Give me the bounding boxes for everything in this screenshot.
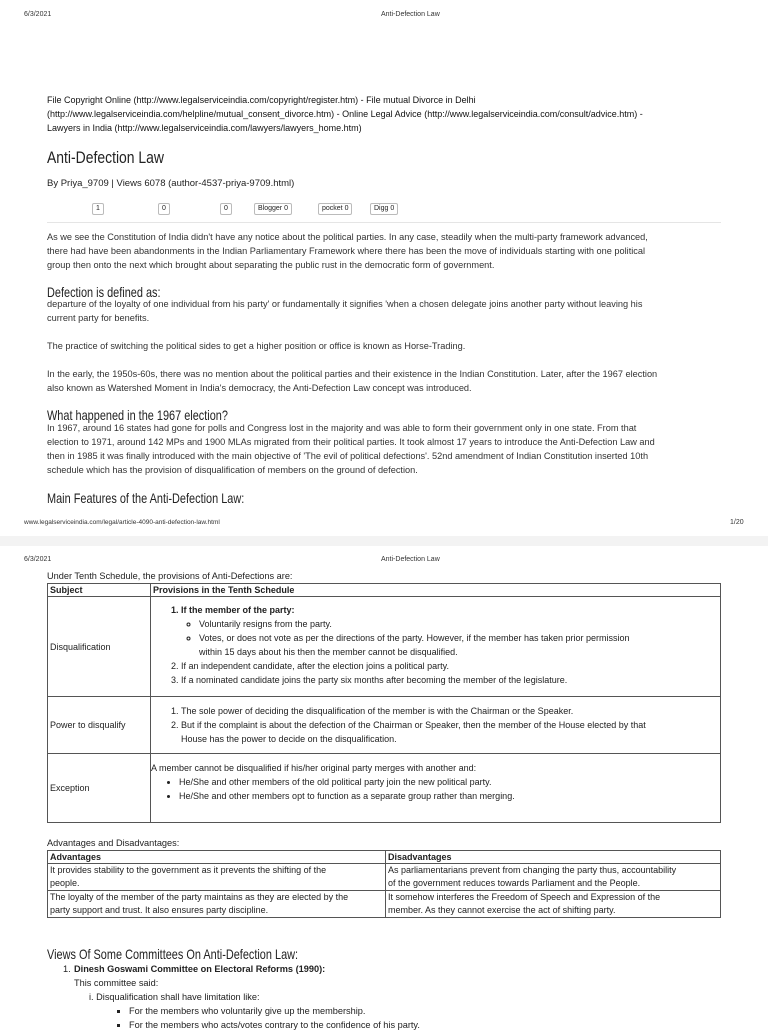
table-header-row [48,584,721,597]
text-line: then in 1985 it was finally introduced with the main objective of 'The evil of political defections'. 52nd amendment of Indian Constitution inserted 10th [47,451,649,461]
advantages-caption: Advantages and Disadvantages: [47,838,180,848]
list-item: ▪ For the members who acts/votes contrary to the confidence of his party. [129,1018,721,1032]
list-item: ▪ For the members who voluntarily give up the membership. [129,1004,721,1018]
table-row [48,754,721,823]
list-item: 2. But if the complaint is about the defection of the Chairman or Speaker, then the member of the House elected by that House has the power to decide on the disqualification. [181,718,718,746]
text-line: election to 1971, around 142 MPs and 1900 MLAs migrated from their political parties. It took almost 17 years to introduce the Anti-Defection Law and [47,437,655,447]
committee-list [47,962,721,1032]
subject-cell: Exception [48,754,151,823]
provision-cell [151,697,721,754]
text-line: In 1967, around 16 states had gone for polls and Congress lost in the majority and was able to form their government only in one state. From that [47,423,637,433]
footer-page-number: 1/20 [730,519,744,526]
text-line: As we see the Constitution of India didn't have any notice about the political parties. In any case, steadily when the multi-party framework advanced, [47,232,648,242]
print-date: 6/3/2021 [24,556,52,563]
heading-main-features: Main Features of the Anti-Defection Law: [47,490,245,506]
list-item: i. Disqualification shall have limitation like: [89,992,260,1002]
promo-link-line[interactable]: Lawyers in India (http://www.legalserviceindia.com/lawyers/lawyers_home.htm) [47,123,362,133]
table-header-cell: Subject [48,584,151,597]
subject-cell: Disqualification [48,597,151,697]
text-line: there had have been abandonments in the Indian Parliamentary Framework where there has been the move of individuals starting with one political [47,246,646,256]
list-item: 2. If an independent candidate, after the election joins a political party. [181,659,718,673]
heading-defection: Defection is defined as: [47,284,161,300]
committee-said: This committee said: [74,978,159,988]
heading-committee-views: Views Of Some Committees On Anti-Defection Law: [47,946,299,962]
text-line: departure of the loyalty of one individual from his party' or fundamentally it signifies 'when a chosen delegate joins another party without leaving his [47,299,643,309]
table-row [48,597,721,697]
text-line: also known as Watershed Moment in India's democracy, the Anti-Defection Law concept was introduced. [47,383,472,393]
text-line: In the early, the 1950s-60s, there was no mention about the political parties and their existence in the Indian Constitution. Later, after the 1967 election [47,369,658,379]
text-line: current party for benefits. [47,313,150,323]
disadvantage-cell: It somehow interferes the Freedom of Speech and Expression of the member. As they cannot exercise the act of shifting party. [386,891,721,918]
tenth-schedule-caption: Under Tenth Schedule, the provisions of Anti-Defections are: [47,571,293,581]
table-header-cell: Provisions in the Tenth Schedule [151,584,721,597]
advantage-cell: It provides stability to the government as it prevents the shifting of the people. [48,864,386,891]
tenth-schedule-table [47,583,721,823]
promo-link-line[interactable]: (http://www.legalserviceindia.com/helpline/mutual_consent_divorce.htm) - Online Legal Advice (http://www.legalserviceindia.com/consult/advice.htm) - [47,109,643,119]
provision-cell [151,597,721,697]
page-break [0,536,768,546]
exception-intro: A member cannot be disqualified if his/her original party merges with another and: [151,763,477,773]
byline[interactable]: By Priya_9709 | Views 6078 (author-4537-priya-9709.html) [47,178,295,189]
text-line: group then onto the next which brought about separating the public rust in the democratic form of government. [47,260,495,270]
election-1967-paragraph [47,421,655,477]
list-item: 3. If a nominated candidate joins the party six months after becoming the member of the legislature. [181,673,718,687]
horse-trading-paragraph: The practice of switching the political sides to get a higher position or office is known as Horse-Trading. [47,341,466,351]
table-header-cell: Disadvantages [386,851,721,864]
definition-paragraph [47,297,642,325]
list-item: 1. Dinesh Goswami Committee on Electoral Reforms (1990): [63,964,326,974]
divider [47,222,721,223]
print-header-title: Anti-Defection Law [381,11,440,18]
table-row [48,697,721,754]
provision-cell [151,754,721,823]
print-header-title: Anti-Defection Law [381,556,440,563]
advantages-table [47,850,721,918]
list-item: • He/She and other members opt to function as a separate group rather than merging. [179,789,718,803]
table-header-row [48,851,721,864]
pocket-share-button[interactable]: pocket 0 [318,203,352,215]
digg-share-button[interactable]: Digg 0 [370,203,398,215]
share-button[interactable]: 0 [158,203,170,215]
footer-url[interactable]: www.legalserviceindia.com/legal/article-4090-anti-defection-law.html [24,519,220,526]
heading-1967: What happened in the 1967 election? [47,407,228,423]
print-date: 6/3/2021 [24,11,52,18]
share-button[interactable]: 1 [92,203,104,215]
share-button[interactable]: 0 [220,203,232,215]
table-header-cell: Advantages [48,851,386,864]
share-bar [92,203,422,215]
promo-links [47,93,643,135]
promo-link-line[interactable]: File Copyright Online (http://www.legalserviceindia.com/copyright/register.htm) - File mutual Divorce in Delhi [47,95,476,105]
table-row [48,864,721,891]
intro-paragraph [47,230,648,272]
advantage-cell: The loyalty of the member of the party maintains as they are elected by the party support and trust. It also ensures party discipline. [48,891,386,918]
text-line: schedule which has the provision of disqualification of members on the ground of defection. [47,465,418,475]
blogger-share-button[interactable]: Blogger 0 [254,203,292,215]
table-row [48,891,721,918]
early-years-paragraph [47,367,657,395]
list-item: • He/She and other members of the old political party join the new political party. [179,775,718,789]
subject-cell: Power to disqualify [48,697,151,754]
committee-name: Dinesh Goswami Committee on Electoral Reforms (1990): [74,964,326,974]
list-item: ◦ Voluntarily resigns from the party. [199,617,718,631]
article-title: Anti-Defection Law [47,148,165,167]
disadvantage-cell: As parliamentarians prevent from changing the party thus, accountability of the government reduces towards Parliament and the People. [386,864,721,891]
list-item: 1. The sole power of deciding the disqualification of the member is with the Chairman or the Speaker. [181,704,718,718]
list-item: ◦ Votes, or does not vote as per the directions of the party. However, if the member has taken prior permission within 15 days about his then the member cannot be disqualified. [199,631,718,659]
list-item: 1. If the member of the party: ◦ Voluntarily resigns from the party. ◦ Votes, or does not vote as per the directions of the party. However, if the member has taken prior permission within 15 days about his then the member cannot be disqualified. [181,603,718,659]
